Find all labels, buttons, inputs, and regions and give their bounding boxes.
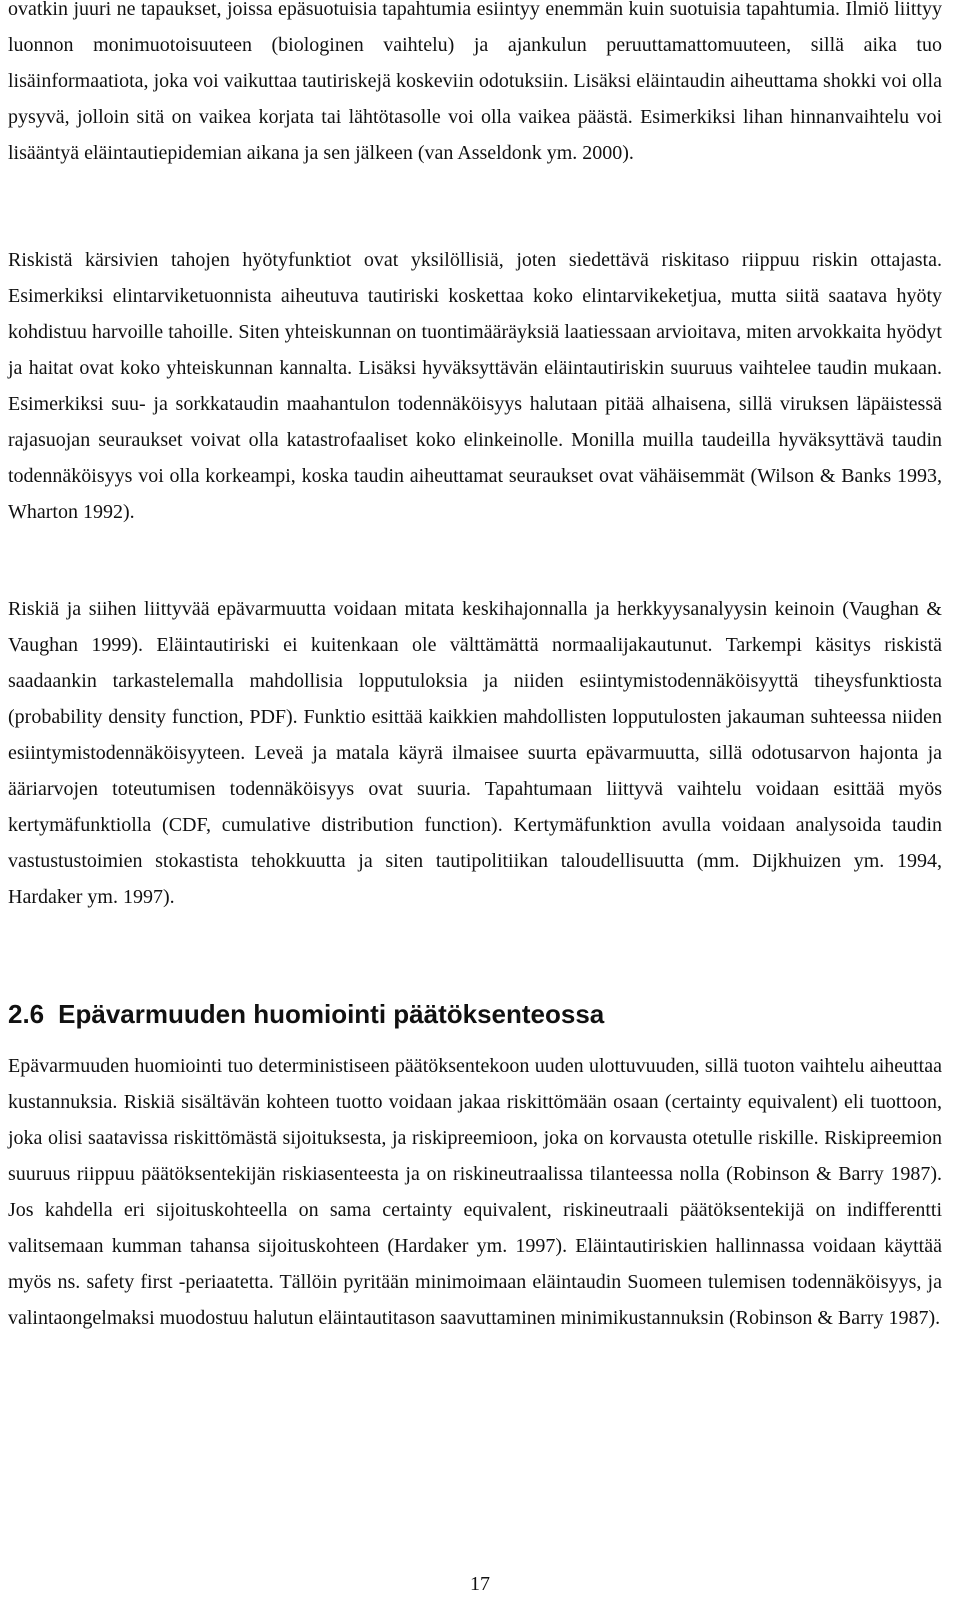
page-number: 17: [470, 1573, 490, 1595]
paragraph-risk-events: ovatkin juuri ne tapaukset, joissa epäsuotuisia tapahtumia esiintyy enemmän kuin suotuisia tapahtumia. Ilmiö liittyy luonnon monimuotoisuuteen (biologinen vaihtelu) ja ajankulun peruuttamattomuuteen, sillä aika tuo lisäinformaatiota, joka voi vaikuttaa tautiriskejä koskeviin odotuksiin. Lisäksi eläintaudin aiheuttama shokki voi olla pysyvä, jolloin sitä on vaikea korjata tai lähtötasolle voi olla vaikea päästä. Esimerkiksi lihan hinnanvaihtelu voi lisääntyä eläintautiepidemian aikana ja sen jälkeen (van Asseldonk ym. 2000).: [8, 0, 942, 164]
paragraph-utility-functions: Riskistä kärsivien tahojen hyötyfunktiot ovat yksilöllisiä, joten siedettävä riskitaso riippuu riskin ottajasta. Esimerkiksi elintarviketuonnista aiheutuva tautiriski koskettaa koko elintarvikeketjua, mutta siitä saatava hyöty kohdistuu harvoille tahoille. Siten yhteiskunnan on tuontimääräyksiä laatiessaan arvioitava, miten arvokkaita hyödyt ja haitat ovat koko yhteiskunnan kannalta. Lisäksi hyväksyttävän eläintautiriskin suuruus vaihtelee taudin mukaan. Esimerkiksi suu- ja sorkkataudin maahantulon todennäköisyys halutaan pitää alhaisena, sillä viruksen läpäistessä rajasuojan seuraukset voivat olla katastrofaaliset koko elinkeinolle. Monilla muilla taudeilla hyväksyttävä taudin todennäköisyys voi olla korkeampi, koska taudin aiheuttamat seuraukset ovat vähäisemmät (Wilson & Banks 1993, Wharton 1992).: [8, 249, 942, 523]
paragraph-uncertainty-decisions: Epävarmuuden huomiointi tuo deterministiseen päätöksentekoon uuden ulottuvuuden, sillä tuoton vaihtelu aiheuttaa kustannuksia. Riskiä sisältävän kohteen tuotto voidaan jakaa riskittömään osaan (certainty equivalent) eli tuottoon, joka olisi saatavissa riskittömästä sijoituksesta, ja riskipreemioon, joka on korvausta otetulle riskille. Riskipreemion suuruus riippuu päätöksentekijän riskiasenteesta ja on riskineutraalissa tilanteessa nolla (Robinson & Barry 1987). Jos kahdella eri sijoituskohteella on sama certainty equivalent, riskineutraali päätöksentekijä on indifferentti valitsemaan kumman tahansa sijoituskohteen (Hardaker ym. 1997). Eläintautiriskien hallinnassa voidaan käyttää myös ns. safety first -periaatetta. Tällöin pyritään minimoimaan eläintaudin Suomeen tulemisen todennäköisyys, ja valintaongelmaksi muodostuu halutun eläintautitason saavuttaminen minimikustannuksin (Robinson & Barry 1987).: [8, 1055, 942, 1329]
section-title: Epävarmuuden huomiointi päätöksenteossa: [58, 999, 605, 1029]
section-number: 2.6: [8, 999, 45, 1029]
paragraph-risk-measurement: Riskiä ja siihen liittyvää epävarmuutta voidaan mitata keskihajonnalla ja herkkyysanalyysin keinoin (Vaughan & Vaughan 1999). Eläintautiriski ei kuitenkaan ole välttämättä normaalijakautunut. Tarkempi käsitys riskistä saadaankin tarkastelemalla mahdollisia lopputuloksia ja niiden esiintymistodennäköisyyttä tiheysfunktiosta (probability density function, PDF). Funktio esittää kaikkien mahdollisten lopputulosten jakauman suhteessa niiden esiintymistodennäköisyyteen. Leveä ja matala käyrä ilmaisee suurta epävarmuutta, sillä odotusarvon hajonta ja ääriarvojen toteutumisen todennäköisyys ovat suuria. Tapahtumaan liittyvä vaihtelu voidaan esittää myös kertymäfunktiolla (CDF, cumulative distribution function). Kertymäfunktion avulla voidaan analysoida taudin vastustustoimien stokastista tehokkuutta ja siten tautipolitiikan taloudellisuutta (mm. Dijkhuizen ym. 1994, Hardaker ym. 1997).: [8, 598, 942, 908]
section-heading: [8, 996, 604, 1032]
